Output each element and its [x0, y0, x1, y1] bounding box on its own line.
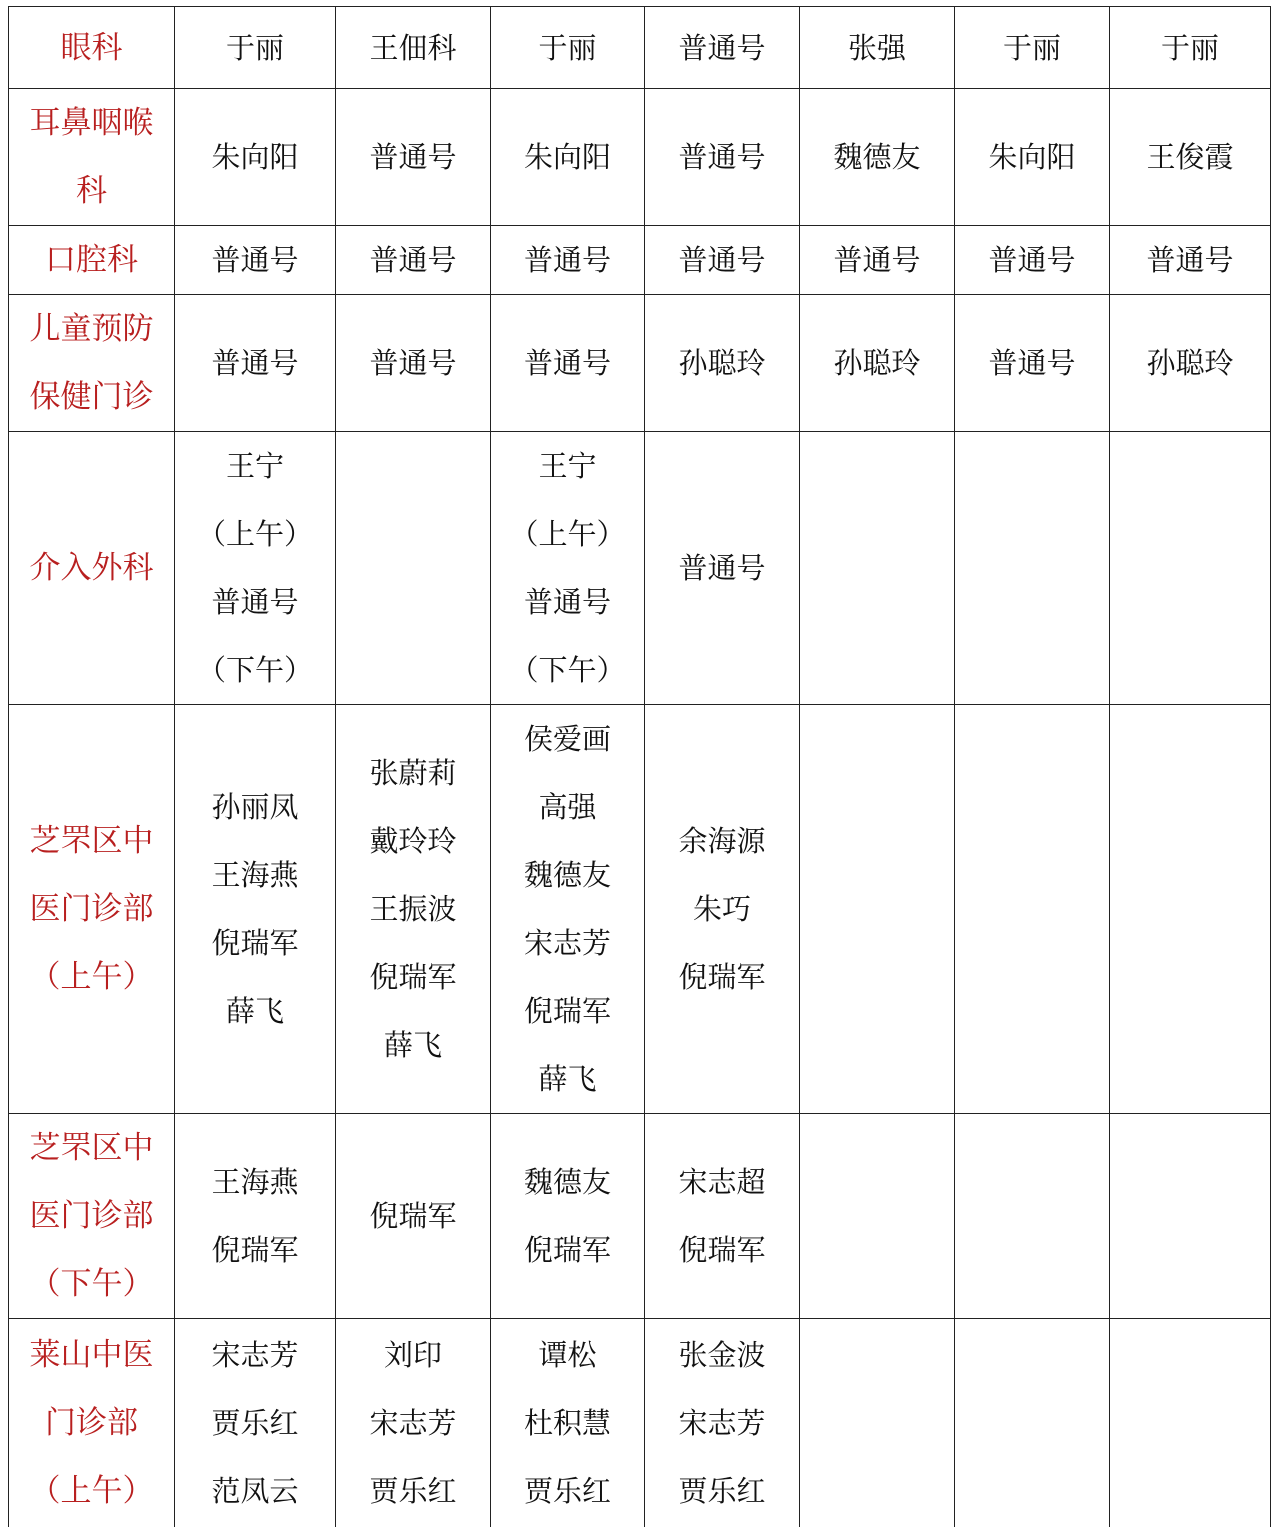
department-cell — [9, 432, 175, 705]
department-cell — [9, 705, 175, 1114]
schedule-row — [9, 705, 1271, 1114]
doctor-name: 宋志芳 — [369, 1405, 457, 1440]
doctor-name: 倪瑞军 — [678, 960, 766, 994]
doctor-name: 薛飞 — [225, 994, 284, 1028]
doctor-cell — [955, 226, 1110, 295]
department-name: 口腔科 — [45, 242, 138, 278]
doctor-cell — [336, 705, 491, 1114]
doctor-name: 朱巧 — [692, 892, 751, 926]
doctor-cell — [1110, 1114, 1271, 1319]
doctor-name: 普通号 — [1146, 243, 1234, 277]
doctor-name: 范凤云 — [211, 1473, 299, 1508]
doctor-name: 张金波 — [678, 1337, 766, 1372]
doctor-name: 朱向阳 — [211, 140, 299, 174]
doctor-cell — [1110, 1319, 1271, 1527]
doctor-cell — [955, 1319, 1110, 1527]
doctor-name: 高强 — [538, 790, 597, 824]
doctor-name: 普通号 — [523, 243, 611, 277]
doctor-cell — [175, 432, 336, 705]
doctor-cell — [800, 7, 955, 89]
department-name: 儿童预防 — [29, 311, 154, 347]
department-name: 芝罘区中 — [29, 823, 154, 859]
doctor-cell — [491, 1319, 645, 1527]
doctor-name: 戴玲玲 — [369, 824, 457, 858]
doctor-cell — [336, 7, 491, 89]
doctor-name: 薛飞 — [383, 1028, 442, 1062]
doctor-cell — [645, 705, 800, 1114]
doctor-name: 普通号 — [211, 585, 299, 619]
doctor-name: 孙丽凤 — [211, 790, 299, 824]
doctor-name: （上午） — [196, 517, 313, 551]
doctor-name: 孙聪玲 — [833, 346, 921, 380]
doctor-name: 王佃科 — [369, 30, 457, 65]
doctor-name: 宋志芳 — [211, 1337, 299, 1372]
doctor-name: 孙聪玲 — [1146, 346, 1234, 380]
doctor-name: 普通号 — [369, 346, 457, 380]
doctor-cell — [336, 226, 491, 295]
doctor-cell — [645, 1319, 800, 1527]
department-cell — [9, 1319, 175, 1527]
doctor-cell — [645, 295, 800, 432]
department-name: 介入外科 — [29, 550, 154, 586]
doctor-cell — [800, 432, 955, 705]
department-name: （上午） — [29, 959, 154, 995]
doctor-name: 普通号 — [523, 585, 611, 619]
doctor-name: （下午） — [196, 653, 313, 687]
schedule-row — [9, 432, 1271, 705]
doctor-name: 普通号 — [678, 551, 766, 585]
doctor-name: 张强 — [847, 30, 906, 65]
doctor-cell — [955, 1114, 1110, 1319]
doctor-cell — [336, 89, 491, 226]
doctor-name: 魏德友 — [833, 140, 921, 174]
doctor-name: 王宁 — [538, 449, 597, 483]
doctor-cell — [800, 295, 955, 432]
doctor-name: 贾乐红 — [369, 1473, 457, 1508]
doctor-name: 于丽 — [1002, 30, 1061, 65]
doctor-name: 贾乐红 — [678, 1473, 766, 1508]
doctor-cell — [491, 295, 645, 432]
doctor-cell — [175, 1114, 336, 1319]
doctor-name: 朱向阳 — [988, 140, 1076, 174]
department-name: （下午） — [29, 1266, 154, 1302]
department-name: 莱山中医 — [29, 1336, 154, 1373]
doctor-cell — [491, 1114, 645, 1319]
department-cell — [9, 226, 175, 295]
doctor-name: 于丽 — [1160, 30, 1219, 65]
doctor-name: 倪瑞军 — [523, 1233, 611, 1267]
schedule-row — [9, 295, 1271, 432]
doctor-cell — [175, 226, 336, 295]
doctor-cell — [1110, 705, 1271, 1114]
doctor-name: 王海燕 — [211, 1165, 299, 1199]
department-name: 眼科 — [60, 29, 123, 66]
doctor-name: 普通号 — [678, 30, 766, 65]
doctor-name: 倪瑞军 — [523, 994, 611, 1028]
doctor-cell — [336, 432, 491, 705]
doctor-cell — [800, 1319, 955, 1527]
doctor-name: 倪瑞军 — [678, 1233, 766, 1267]
department-cell — [9, 7, 175, 89]
department-name: （上午） — [29, 1472, 154, 1509]
doctor-name: 余海源 — [678, 824, 766, 858]
doctor-name: 普通号 — [678, 243, 766, 277]
doctor-cell — [645, 7, 800, 89]
doctor-name: 宋志芳 — [678, 1405, 766, 1440]
doctor-name: 贾乐红 — [211, 1405, 299, 1440]
doctor-cell — [800, 705, 955, 1114]
doctor-name: 普通号 — [211, 346, 299, 380]
schedule-row — [9, 89, 1271, 226]
doctor-name: 张蔚莉 — [369, 756, 457, 790]
doctor-cell — [645, 89, 800, 226]
doctor-cell — [175, 705, 336, 1114]
department-name: 保健门诊 — [29, 379, 154, 415]
doctor-cell — [955, 89, 1110, 226]
schedule-row — [9, 7, 1271, 89]
doctor-name: 谭松 — [538, 1337, 597, 1372]
doctor-name: 魏德友 — [523, 858, 611, 892]
doctor-cell — [175, 1319, 336, 1527]
doctor-name: 于丽 — [225, 30, 284, 65]
doctor-name: 宋志超 — [678, 1165, 766, 1199]
doctor-name: 普通号 — [833, 243, 921, 277]
doctor-name: 王俊霞 — [1146, 140, 1234, 174]
doctor-cell — [955, 432, 1110, 705]
doctor-name: 普通号 — [988, 346, 1076, 380]
doctor-name: 普通号 — [211, 243, 299, 277]
doctor-name: 普通号 — [369, 243, 457, 277]
doctor-cell — [955, 7, 1110, 89]
doctor-name: （下午） — [509, 653, 626, 687]
department-name: 门诊部 — [45, 1404, 138, 1441]
department-name: 科 — [76, 173, 107, 209]
doctor-cell — [800, 1114, 955, 1319]
schedule-row — [9, 1319, 1271, 1527]
doctor-cell — [645, 226, 800, 295]
doctor-cell — [491, 7, 645, 89]
doctor-name: 宋志芳 — [523, 926, 611, 960]
doctor-name: 倪瑞军 — [369, 960, 457, 994]
schedule-body — [9, 7, 1271, 1527]
doctor-cell — [491, 432, 645, 705]
doctor-cell — [1110, 7, 1271, 89]
doctor-cell — [800, 89, 955, 226]
doctor-cell — [491, 226, 645, 295]
doctor-name: 贾乐红 — [523, 1473, 611, 1508]
doctor-name: 倪瑞军 — [211, 1233, 299, 1267]
department-name: 医门诊部 — [29, 891, 154, 927]
doctor-name: 刘印 — [383, 1337, 442, 1372]
doctor-name: 普通号 — [988, 243, 1076, 277]
schedule-table — [8, 6, 1271, 1527]
doctor-name: （上午） — [509, 517, 626, 551]
doctor-cell — [1110, 226, 1271, 295]
doctor-cell — [645, 432, 800, 705]
doctor-name: 孙聪玲 — [678, 346, 766, 380]
doctor-name: 普通号 — [523, 346, 611, 380]
doctor-cell — [491, 89, 645, 226]
doctor-name: 侯爱画 — [523, 722, 611, 756]
doctor-cell — [955, 295, 1110, 432]
doctor-cell — [175, 7, 336, 89]
doctor-cell — [1110, 295, 1271, 432]
doctor-name: 杜积慧 — [523, 1405, 611, 1440]
doctor-cell — [1110, 89, 1271, 226]
doctor-cell — [491, 705, 645, 1114]
doctor-name: 王振波 — [369, 892, 457, 926]
doctor-cell — [955, 705, 1110, 1114]
doctor-name: 王宁 — [225, 449, 284, 483]
doctor-name: 普通号 — [678, 140, 766, 174]
doctor-name: 魏德友 — [523, 1165, 611, 1199]
doctor-cell — [175, 295, 336, 432]
doctor-cell — [336, 1114, 491, 1319]
doctor-name: 朱向阳 — [523, 140, 611, 174]
doctor-name: 倪瑞军 — [211, 926, 299, 960]
doctor-cell — [645, 1114, 800, 1319]
schedule-row — [9, 1114, 1271, 1319]
doctor-cell — [336, 1319, 491, 1527]
doctor-cell — [1110, 432, 1271, 705]
department-name: 耳鼻咽喉 — [29, 105, 154, 141]
doctor-name: 于丽 — [538, 30, 597, 65]
doctor-cell — [800, 226, 955, 295]
doctor-cell — [336, 295, 491, 432]
department-name: 医门诊部 — [29, 1198, 154, 1234]
doctor-name: 倪瑞军 — [369, 1199, 457, 1233]
department-cell — [9, 1114, 175, 1319]
department-cell — [9, 89, 175, 226]
department-cell — [9, 295, 175, 432]
schedule-row — [9, 226, 1271, 295]
doctor-name: 普通号 — [369, 140, 457, 174]
department-name: 芝罘区中 — [29, 1130, 154, 1166]
doctor-cell — [175, 89, 336, 226]
doctor-name: 薛飞 — [538, 1062, 597, 1096]
doctor-name: 王海燕 — [211, 858, 299, 892]
